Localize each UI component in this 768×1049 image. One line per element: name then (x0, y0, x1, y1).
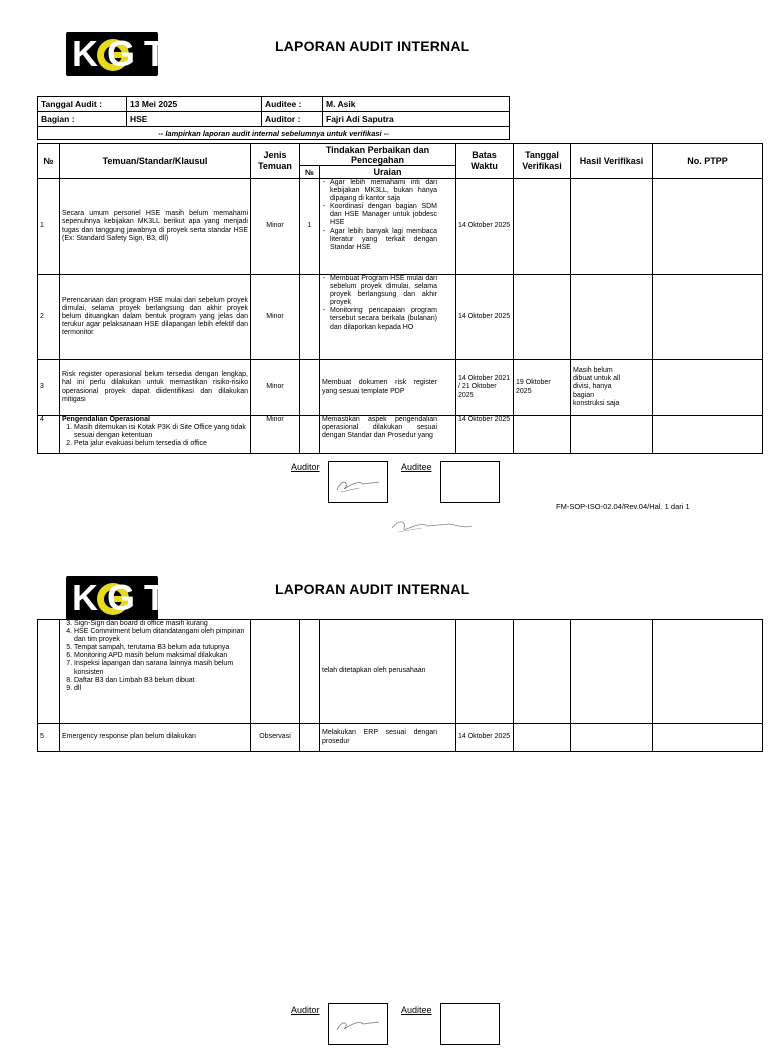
row-uraian (320, 179, 456, 275)
temuan-item: 8. Daftar B3 dan Limbah B3 belum dibuat (74, 677, 248, 685)
auditee-signature-label: Auditee (401, 462, 432, 472)
temuan-item: 9. dll (74, 685, 248, 693)
auditee-signature-box (440, 1003, 500, 1045)
auditor-signature-label: Auditor (291, 462, 320, 472)
attachment-note: -- lampirkan laporan audit internal sebelumnya untuk verifikasi -- (38, 127, 510, 140)
uraian-item: - Membuat Program HSE mulai dari sebelum proyek dimulai, selama proyek berlangsung dan akhir proyek (330, 275, 437, 307)
row-ptpp (653, 179, 763, 275)
row-sub-number (300, 275, 320, 360)
signature-scribble-icon (329, 1004, 387, 1044)
auditee-signature-box (440, 461, 500, 503)
auditor-signature-label: Auditor (291, 1005, 320, 1015)
bagian-label: Bagian : (38, 112, 127, 127)
col-header-tindakan: Tindakan Perbaikan dan Pencegahan (300, 144, 456, 166)
auditee-signature-label: Auditee (401, 1005, 432, 1015)
row-hasil (571, 179, 653, 275)
row-sub-number: 1 (300, 179, 320, 275)
table-row (38, 416, 763, 454)
uraian-item: - Monitoring pencapaian program tersebut secara berkala (bulanan) dan dilaporkan kepada HO (330, 307, 437, 331)
auditor-value: Fajri Adi Saputra (323, 112, 510, 127)
row-uraian: Memastikan aspek pengendalian operasional dilakukan sesuai dengan Standar dan Prosedur yang (320, 416, 456, 454)
uraian-item: - Koordinasi dengan bagian SDM dan HSE Manager untuk jobdesc HSE (330, 203, 437, 227)
row-batas: 14 Oktober 2025 (456, 275, 514, 360)
signature-scribble-icon (388, 512, 478, 540)
row-sub-number (300, 360, 320, 416)
company-logo (66, 576, 175, 620)
page-title: LAPORAN AUDIT INTERNAL (275, 581, 470, 597)
auditor-label: Auditor : (262, 112, 323, 127)
row-number: 1 (38, 179, 60, 275)
col-header-batas: Batas Waktu (456, 144, 514, 179)
findings-table-continued (37, 619, 763, 752)
row-jenis: Observasi (251, 724, 300, 752)
audit-info-table (37, 96, 510, 140)
col-header-hasil: Hasil Verifikasi (571, 144, 653, 179)
temuan-item: 3. Sign-Sign dan board di office masih kurang (74, 620, 248, 628)
row-temuan: Secara umum personel HSE masih belum memahami sepenuhnya kebijakan MK3LL berikut apa yang menjadi tugas dan tanggung jawabnya di proyek serta standar HSE (Ex: Standard Safety Sign, B3, dll) (60, 179, 251, 275)
auditor-signature-box (328, 1003, 388, 1045)
row-jenis: Minor (251, 179, 300, 275)
table-row (38, 275, 763, 360)
row-ptpp (653, 360, 763, 416)
col-header-temuan: Temuan/Standar/Klausul (60, 144, 251, 179)
row-uraian: Melakukan ERP sesuai dengan prosedur (320, 724, 456, 752)
row-batas: 14 Oktober 2021 / 21 Oktober 2025 (456, 360, 514, 416)
page-title: LAPORAN AUDIT INTERNAL (275, 38, 470, 54)
uraian-item: - Agar lebih banyak lagi membaca literatur yang terkait dengan Standar HSE (330, 228, 437, 252)
row-number: 5 (38, 724, 60, 752)
row-batas: 14 Oktober 2025 (456, 179, 514, 275)
table-row (38, 179, 763, 275)
signature-scribble-icon (329, 462, 387, 502)
table-row (38, 724, 763, 752)
row-hasil: Masih belum dibuat untuk all divisi, hanya bagian konstruksi saja (571, 360, 653, 416)
logo-text: KGT (72, 33, 175, 74)
temuan-item: 5. Tempat sampah, terutama B3 belum ada tutupnya (74, 644, 248, 652)
row-temuan: Risk register operasional belum tersedia dengan lengkap, hal ini perlu dilakukan untuk memastikan risiko-risiko operasional proyek dapat diidentifikasi dan dilakukan mitigasi (60, 360, 251, 416)
logo-text: KGT (72, 577, 175, 618)
auditor-signature-box (328, 461, 388, 503)
row-number: 2 (38, 275, 60, 360)
tanggal-label: Tanggal Audit : (38, 97, 127, 112)
row-number: 3 (38, 360, 60, 416)
row-uraian (320, 275, 456, 360)
form-code: FM-SOP-ISO-02.04/Rev.04/Hal. 1 dari 1 (556, 502, 690, 511)
row-temuan: Emergency response plan belum dilakukan (60, 724, 251, 752)
company-logo (66, 32, 175, 76)
row-hasil (571, 275, 653, 360)
row-uraian: telah ditetapkan oleh perusahaan (320, 620, 456, 724)
row-temuan (60, 620, 251, 724)
row-tanggal-verifikasi: 19 Oktober 2025 (514, 360, 571, 416)
row-temuan: Perencanaan dan program HSE mulai dari sebelum proyek dimulai, selama proyek berlangsung dan akhir proyek belum dituangkan dalam bentuk program yang jelas dan terukur agar pelaksanaan HSE dilapangan lebih efektif dan termonitor (60, 275, 251, 360)
col-header-jenis: Jenis Temuan (251, 144, 300, 179)
temuan-item: 7. Inspeksi lapangan dan sarana lainnya masih belum konsisten (74, 660, 248, 676)
table-row (38, 360, 763, 416)
row-batas: 14 Oktober 2025 (456, 416, 514, 454)
table-row (38, 620, 763, 724)
col-header-no: № (38, 144, 60, 179)
row-tanggal-verifikasi (514, 179, 571, 275)
temuan-item: 6. Monitoring APD masih belum maksimal dilakukan (74, 652, 248, 660)
row-uraian: Membuat dokumen risk register yang sesuai template PDP (320, 360, 456, 416)
col-header-sub-no: № (300, 166, 320, 179)
row-ptpp (653, 275, 763, 360)
temuan-item: 1. Masih ditemukan isi Kotak P3K di Site Office yang tidak sesuai dengan ketentuan (74, 424, 248, 440)
auditee-value: M. Asik (323, 97, 510, 112)
row-jenis: Minor (251, 275, 300, 360)
auditee-label: Auditee : (262, 97, 323, 112)
row-temuan (60, 416, 251, 454)
temuan-item: 4. HSE Commitment belum ditandatangani oleh pimpinan dan tim proyek (74, 628, 248, 644)
col-header-tanggal-verifikasi: Tanggal Verifikasi (514, 144, 571, 179)
tanggal-value: 13 Mei 2025 (127, 97, 262, 112)
col-header-uraian: Uraian (320, 166, 456, 179)
findings-table (37, 143, 763, 454)
row-tanggal-verifikasi (514, 275, 571, 360)
temuan-item: 2. Peta jalur evakuasi belum tersedia di office (74, 440, 248, 448)
row-jenis: Minor (251, 360, 300, 416)
uraian-item: - Agar lebih memahami inti dari kebijakan MK3LL, bukan hanya dipajang di kantor saja (330, 179, 437, 203)
row-number: 4 (38, 416, 60, 454)
row-jenis: Minor (251, 416, 300, 454)
row-batas: 14 Oktober 2025 (456, 724, 514, 752)
temuan-title: Pengendalian Operasional (62, 416, 150, 423)
bagian-value: HSE (127, 112, 262, 127)
col-header-ptpp: No. PTPP (653, 144, 763, 179)
